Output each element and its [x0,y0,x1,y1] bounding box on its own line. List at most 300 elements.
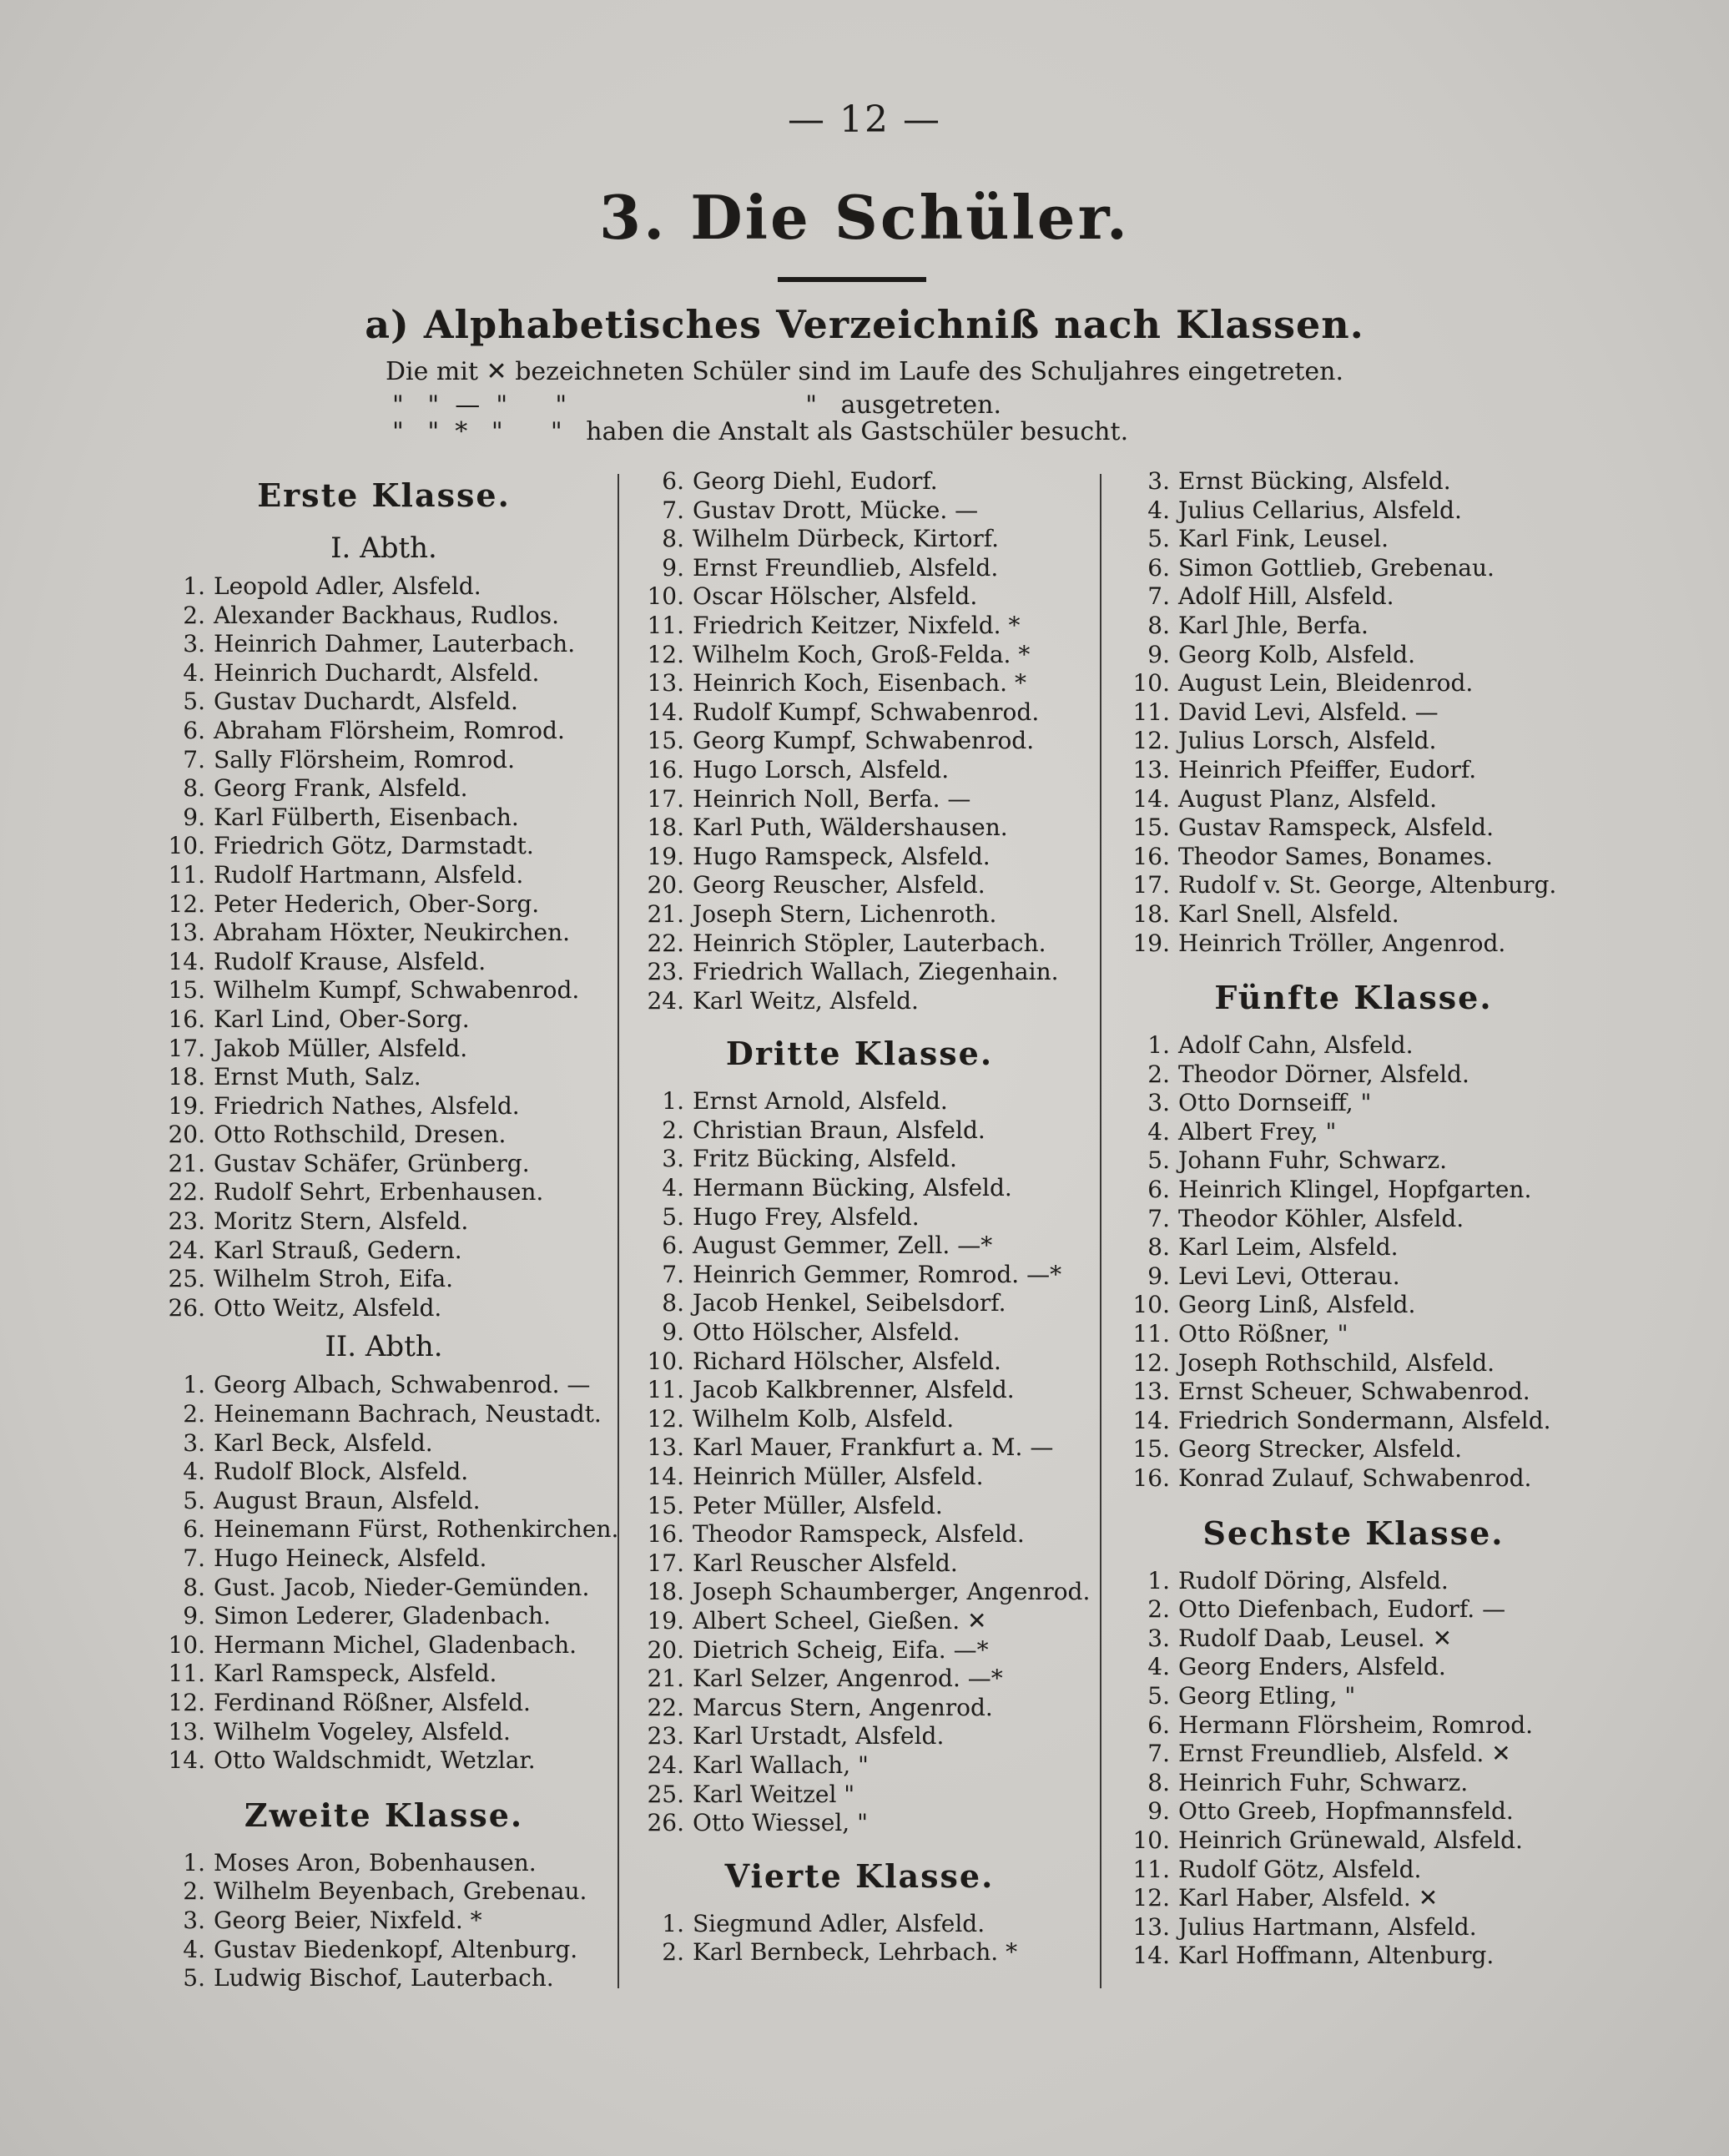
entry-name: Karl Selzer, Angenrod. —* [693,1665,1003,1693]
entry-name: Abraham Flörsheim, Romrod. [214,716,565,744]
student-entry [150,1429,618,1458]
entry-name: Georg Kumpf, Schwabenrod. [693,727,1035,755]
entry-name: Richard Hölscher, Alsfeld. [693,1347,1001,1375]
entry-number: 7. [183,745,205,773]
entry-name: Hugo Ramspeck, Alsfeld. [693,842,991,870]
entry-name: Dietrich Scheig, Eifa. —* [693,1635,989,1664]
entry-number: 12. [168,889,205,918]
student-entry [150,890,618,919]
student-entry [1103,1797,1604,1826]
entry-name: Georg Diehl, Eudorf. [693,467,938,495]
student-entry [1103,727,1604,756]
entry-number: 11. [168,860,205,889]
entry-number: 17. [647,784,684,813]
entry-number: 2. [183,601,205,629]
entry-number: 17. [168,1034,205,1062]
entry-number: 22. [168,1178,205,1206]
entry-name: Wilhelm Vogeley, Alsfeld. [214,1717,511,1745]
entry-number: 22. [647,929,684,957]
student-entry [150,976,618,1005]
entry-name: Konrad Zulauf, Schwabenrod. [1178,1464,1532,1492]
entry-name: Simon Lederer, Gladenbach. [214,1602,551,1630]
student-entry [150,717,618,746]
student-entry [626,1781,1093,1810]
entry-name: Karl Weitz, Alsfeld. [693,986,919,1015]
entry-name: Georg Enders, Alsfeld. [1178,1653,1446,1681]
student-entry [150,1631,618,1660]
entry-number: 23. [647,958,684,986]
student-entry [626,929,1093,959]
entry-number: 10. [168,832,205,860]
student-entry [1103,1146,1604,1176]
entry-name: Karl Wallach, " [693,1750,869,1779]
class-heading-fuenfte: Fünfte Klasse. [1214,979,1493,1017]
entry-number: 19. [168,1091,205,1120]
entry-name: Karl Bernbeck, Lehrbach. * [693,1938,1018,1967]
entry-number: 7. [662,1260,684,1288]
student-entry [150,832,618,861]
student-entry [626,1751,1093,1781]
entry-name: Albert Scheel, Gießen. ✕ [693,1606,987,1635]
entry-number: 14. [1132,1406,1170,1434]
entry-name: Karl Snell, Alsfeld. [1178,899,1399,928]
student-entry [150,948,618,977]
entry-name: Rudolf Hartmann, Alsfeld. [214,860,524,889]
entry-number: 4. [662,1174,684,1202]
student-entry [626,785,1093,814]
student-entry [1103,1291,1604,1320]
student-entry [150,1907,618,1936]
student-list-fuenfte [1103,1031,1604,1494]
entry-name: Hermann Bücking, Alsfeld. [693,1174,1012,1202]
entry-number: 26. [168,1293,205,1322]
entry-name: August Lein, Bleidenrod. [1178,669,1474,698]
entry-name: Heinrich Müller, Alsfeld. [693,1463,984,1490]
entry-number: 3. [662,1145,684,1173]
page-title: 3. Die Schüler. [599,182,1130,253]
entry-name: Karl Urstadt, Alsfeld. [693,1722,945,1750]
entry-name: Theodor Dörner, Alsfeld. [1178,1060,1469,1088]
entry-name: Friedrich Nathes, Alsfeld. [214,1091,520,1120]
entry-number: 7. [1147,582,1170,611]
entry-name: Alexander Backhaus, Rudlos. [214,601,560,629]
entry-number: 4. [183,1935,205,1963]
entry-number: 23. [168,1207,205,1236]
entry-name: Rudolf Döring, Alsfeld. [1178,1566,1449,1594]
student-entry [1103,1464,1604,1494]
student-entry [626,1261,1093,1290]
student-entry [626,1694,1093,1723]
entry-number: 19. [647,842,684,870]
entry-number: 23. [647,1722,684,1750]
student-entry [626,1289,1093,1318]
entry-name: Sally Flörsheim, Romrod. [214,745,515,773]
division-heading-2: II. Abth. [325,1330,443,1364]
student-entry [626,496,1093,526]
entry-number: 25. [168,1265,205,1293]
student-entry [1103,871,1604,900]
student-entry [626,698,1093,728]
entry-number: 17. [647,1549,684,1577]
entry-number: 1. [183,1848,205,1876]
student-entry [150,1005,618,1035]
entry-number: 21. [647,1665,684,1693]
entry-name: Wilhelm Stroh, Eifa. [214,1265,454,1293]
entry-name: August Planz, Alsfeld. [1178,784,1438,813]
entry-number: 12. [1132,1348,1170,1377]
entry-number: 1. [1147,1566,1170,1594]
entry-name: Karl Puth, Wäldershausen. [693,814,1008,842]
student-entry [150,1265,618,1294]
student-entry [626,1636,1093,1665]
entry-number: 3. [1147,1089,1170,1117]
entry-number: 13. [1132,1378,1170,1406]
entry-name: Johann Fuhr, Schwarz. [1178,1146,1447,1175]
student-entry [1103,1118,1604,1147]
student-entry [626,756,1093,785]
entry-name: Christian Braun, Alsfeld. [693,1116,985,1144]
entry-number: 2. [662,1116,684,1144]
student-entry [150,1458,618,1487]
student-entry [626,987,1093,1016]
title-rule [778,277,926,282]
entry-name: Karl Hoffmann, Altenburg. [1178,1942,1495,1970]
entry-name: Moses Aron, Bobenhausen. [214,1848,537,1876]
entry-number: 18. [168,1063,205,1091]
student-entry [150,1063,618,1092]
student-entry [1103,1233,1604,1262]
student-entry [150,1150,618,1179]
entry-number: 24. [647,986,684,1015]
entry-name: Ernst Freundlieb, Alsfeld. ✕ [1178,1740,1511,1768]
student-entry [1103,554,1604,583]
student-list-vierte-a [626,1910,1093,1967]
entry-number: 16. [1132,842,1170,870]
student-entry [1103,582,1604,612]
entry-name: Adolf Hill, Alsfeld. [1178,582,1394,611]
entry-number: 14. [1132,784,1170,813]
student-entry [150,572,618,602]
entry-name: Simon Gottlieb, Grebenau. [1178,553,1495,582]
entry-number: 8. [183,774,205,803]
entry-name: Jacob Kalkbrenner, Alsfeld. [693,1376,1015,1404]
student-entry [1103,496,1604,526]
student-entry [626,1433,1093,1463]
student-entry [1103,641,1604,670]
entry-name: Jakob Müller, Alsfeld. [214,1034,468,1062]
student-entry [150,1487,618,1516]
entry-number: 24. [647,1750,684,1779]
class-heading-dritte: Dritte Klasse. [725,1035,994,1073]
entry-number: 9. [1147,640,1170,668]
student-list-zweite-a [150,1849,618,1993]
student-entry [1103,785,1604,814]
legend-line-guest: " " * " " haben die Anstalt als Gastschüler besucht. [392,417,1129,446]
entry-name: Heinemann Fürst, Rothenkirchen. [214,1515,619,1544]
entry-number: 5. [1147,1146,1170,1175]
student-entry [1103,1769,1604,1798]
student-entry [1103,1625,1604,1654]
entry-number: 2. [1147,1060,1170,1088]
entry-name: Joseph Schaumberger, Angenrod. [693,1578,1091,1606]
entry-number: 13. [647,669,684,698]
entry-name: Georg Etling, " [1178,1681,1356,1710]
student-entry [1103,1349,1604,1378]
entry-number: 6. [1147,1710,1170,1739]
student-entry [626,1520,1093,1549]
student-entry [626,1087,1093,1116]
entry-number: 6. [183,716,205,744]
entry-number: 1. [183,1371,205,1399]
entry-number: 9. [662,553,684,582]
student-entry [1103,814,1604,843]
legend-line-entered: Die mit ✕ bezeichneten Schüler sind im Laufe des Schuljahres eingetreten. [385,357,1344,386]
entry-name: Rudolf Kumpf, Schwabenrod. [693,698,1040,726]
entry-number: 2. [1147,1595,1170,1624]
student-entry [1103,612,1604,641]
entry-name: Rudolf Sehrt, Erbenhausen. [214,1178,544,1206]
entry-name: Friedrich Wallach, Ziegenhain. [693,958,1059,986]
student-entry [626,1607,1093,1636]
entry-number: 2. [183,1400,205,1428]
entry-number: 8. [1147,1233,1170,1262]
entry-number: 12. [647,640,684,668]
entry-number: 6. [662,1232,684,1260]
entry-number: 20. [647,871,684,899]
entry-name: Julius Lorsch, Alsfeld. [1178,727,1437,755]
entry-number: 8. [183,1573,205,1601]
entry-name: Heinrich Gemmer, Romrod. —* [693,1260,1062,1288]
entry-number: 22. [647,1693,684,1721]
student-entry [150,1544,618,1574]
entry-name: Heinrich Grünewald, Alsfeld. [1178,1826,1523,1854]
entry-name: Karl Haber, Alsfeld. ✕ [1178,1884,1439,1912]
entry-number: 1. [183,572,205,600]
student-entry [1103,1176,1604,1205]
entry-number: 15. [647,1491,684,1519]
entry-name: Moritz Stern, Alsfeld. [214,1207,469,1236]
entry-number: 4. [1147,496,1170,524]
entry-number: 14. [1132,1942,1170,1970]
entry-name: Otto Dornseiff, " [1178,1089,1372,1117]
entry-number: 10. [647,1347,684,1375]
student-entry [150,774,618,803]
entry-number: 24. [168,1236,205,1264]
student-entry [150,1964,618,1993]
student-entry [1103,1913,1604,1942]
entry-number: 9. [183,803,205,831]
student-entry [1103,1262,1604,1292]
entry-name: Rudolf Krause, Alsfeld. [214,947,486,975]
entry-number: 5. [183,688,205,716]
student-entry [626,1722,1093,1751]
entry-name: Hermann Flörsheim, Romrod. [1178,1710,1534,1739]
entry-name: Georg Reuscher, Alsfeld. [693,871,985,899]
student-entry [1103,1378,1604,1407]
entry-number: 13. [647,1433,684,1462]
student-list-zweite-b [626,467,1093,1015]
entry-number: 16. [1132,1464,1170,1492]
student-entry [1103,1884,1604,1913]
entry-number: 7. [1147,1740,1170,1768]
student-entry [150,1035,618,1064]
entry-name: Fritz Bücking, Alsfeld. [693,1145,957,1173]
entry-name: Karl Ramspeck, Alsfeld. [214,1660,497,1688]
entry-number: 4. [1147,1653,1170,1681]
entry-name: Georg Frank, Alsfeld. [214,774,468,803]
page-number: — 12 — [788,98,941,141]
student-entry [626,1116,1093,1146]
entry-number: 8. [1147,1768,1170,1796]
entry-name: Otto Waldschmidt, Wetzlar. [214,1746,536,1775]
entry-number: 11. [1132,1320,1170,1348]
student-entry [626,612,1093,641]
class-heading-sechste: Sechste Klasse. [1202,1514,1505,1552]
student-entry [626,843,1093,872]
entry-name: Heinrich Dahmer, Lauterbach. [214,630,576,658]
entry-number: 4. [1147,1117,1170,1146]
entry-name: Wilhelm Dürbeck, Kirtorf. [693,525,1000,553]
entry-number: 11. [647,1376,684,1404]
entry-name: Adolf Cahn, Alsfeld. [1178,1031,1414,1060]
entry-name: Gustav Schäfer, Grünberg. [214,1149,530,1177]
entry-number: 10. [1132,669,1170,698]
student-entry [1103,1567,1604,1596]
entry-number: 9. [1147,1797,1170,1826]
student-entry [150,1574,618,1603]
entry-number: 7. [1147,1204,1170,1232]
entry-name: Joseph Stern, Lichenroth. [693,899,997,928]
entry-name: Heinrich Stöpler, Lauterbach. [693,929,1046,957]
student-entry [626,1910,1093,1939]
entry-name: Friedrich Sondermann, Alsfeld. [1178,1406,1551,1434]
student-entry [150,1371,618,1400]
student-entry [1103,1407,1604,1436]
student-list-erste-2 [150,1371,618,1775]
student-entry [626,958,1093,987]
student-entry [1103,1856,1604,1885]
entry-name: Otto Rothschild, Dresen. [214,1121,507,1149]
entry-number: 5. [1147,525,1170,553]
entry-number: 13. [1132,755,1170,783]
student-entry [150,746,618,775]
entry-name: Hermann Michel, Gladenbach. [214,1630,577,1659]
entry-number: 3. [183,630,205,658]
entry-number: 1. [1147,1031,1170,1060]
entry-number: 16. [647,755,684,783]
student-entry [626,582,1093,612]
section-subtitle: a) Alphabetisches Verzeichniß nach Klassen. [365,302,1364,347]
student-entry [150,602,618,631]
entry-number: 5. [183,1964,205,1992]
entry-number: 10. [168,1630,205,1659]
student-entry [1103,698,1604,728]
student-entry [626,1492,1093,1521]
entry-name: Heinrich Noll, Berfa. — [693,784,971,813]
student-entry [626,871,1093,900]
column-divider-2 [1100,474,1101,1988]
student-list-erste-1 [150,572,618,1322]
entry-number: 18. [647,1578,684,1606]
student-entry [626,1938,1093,1967]
entry-name: Otto Diefenbach, Eudorf. — [1178,1595,1506,1624]
student-entry [1103,1740,1604,1769]
entry-name: August Gemmer, Zell. —* [693,1232,993,1260]
entry-name: Otto Greeb, Hopfmannsfeld. [1178,1797,1514,1826]
entry-name: Theodor Ramspeck, Alsfeld. [693,1520,1025,1549]
entry-name: Wilhelm Beyenbach, Grebenau. [214,1877,587,1906]
entry-name: Karl Weitzel " [693,1780,855,1808]
entry-name: Ludwig Bischof, Lauterbach. [214,1964,554,1992]
student-entry [626,1232,1093,1261]
entry-name: Heinrich Pfeiffer, Eudorf. [1178,755,1477,783]
entry-name: Joseph Rothschild, Alsfeld. [1178,1348,1495,1377]
student-entry [1103,669,1604,698]
student-entry [1103,900,1604,929]
student-entry [150,630,618,659]
entry-number: 26. [647,1809,684,1837]
student-entry [626,1348,1093,1377]
entry-number: 13. [168,1717,205,1745]
entry-name: Marcus Stern, Angenrod. [693,1693,993,1721]
entry-number: 1. [662,1087,684,1116]
student-entry [1103,1435,1604,1464]
entry-number: 9. [1147,1262,1170,1290]
student-entry [1103,1826,1604,1856]
entry-number: 11. [168,1660,205,1688]
student-entry [1103,1711,1604,1740]
student-entry [150,1602,618,1631]
student-entry [1103,1031,1604,1060]
entry-name: Ernst Scheuer, Schwabenrod. [1178,1378,1530,1406]
entry-number: 9. [183,1602,205,1630]
student-list-sechste [1103,1567,1604,1971]
student-entry [626,1376,1093,1405]
entry-name: Heinrich Koch, Eisenbach. * [693,669,1026,698]
entry-name: Wilhelm Koch, Groß-Felda. * [693,640,1031,668]
entry-name: Rudolf Götz, Alsfeld. [1178,1855,1422,1883]
entry-name: Gustav Duchardt, Alsfeld. [214,688,518,716]
entry-number: 19. [647,1606,684,1635]
entry-name: Siegmund Adler, Alsfeld. [693,1909,985,1937]
entry-name: Abraham Höxter, Neukirchen. [214,919,571,947]
entry-name: Ferdinand Rößner, Alsfeld. [214,1688,531,1716]
entry-number: 11. [1132,698,1170,726]
entry-name: Georg Albach, Schwabenrod. — [214,1371,591,1399]
student-entry [150,1294,618,1323]
entry-number: 14. [647,1463,684,1490]
student-entry [626,727,1093,756]
entry-number: 13. [168,919,205,947]
entry-name: Ernst Arnold, Alsfeld. [693,1087,948,1116]
entry-name: Otto Weitz, Alsfeld. [214,1293,442,1322]
entry-number: 4. [183,658,205,687]
entry-name: Heinrich Fuhr, Schwarz. [1178,1768,1469,1796]
student-entry [150,1400,618,1429]
student-entry [626,1318,1093,1348]
legend-line-left: " " — " " " ausgetreten. [392,390,1002,420]
entry-number: 18. [1132,899,1170,928]
student-entry [1103,467,1604,496]
entry-name: Karl Lind, Ober-Sorg. [214,1005,470,1033]
entry-name: Friedrich Keitzer, Nixfeld. * [693,611,1021,639]
student-entry [1103,1089,1604,1118]
student-entry [150,1718,618,1747]
student-entry [626,669,1093,698]
entry-number: 19. [1132,929,1170,957]
student-entry [1103,1653,1604,1682]
student-entry [626,1665,1093,1694]
